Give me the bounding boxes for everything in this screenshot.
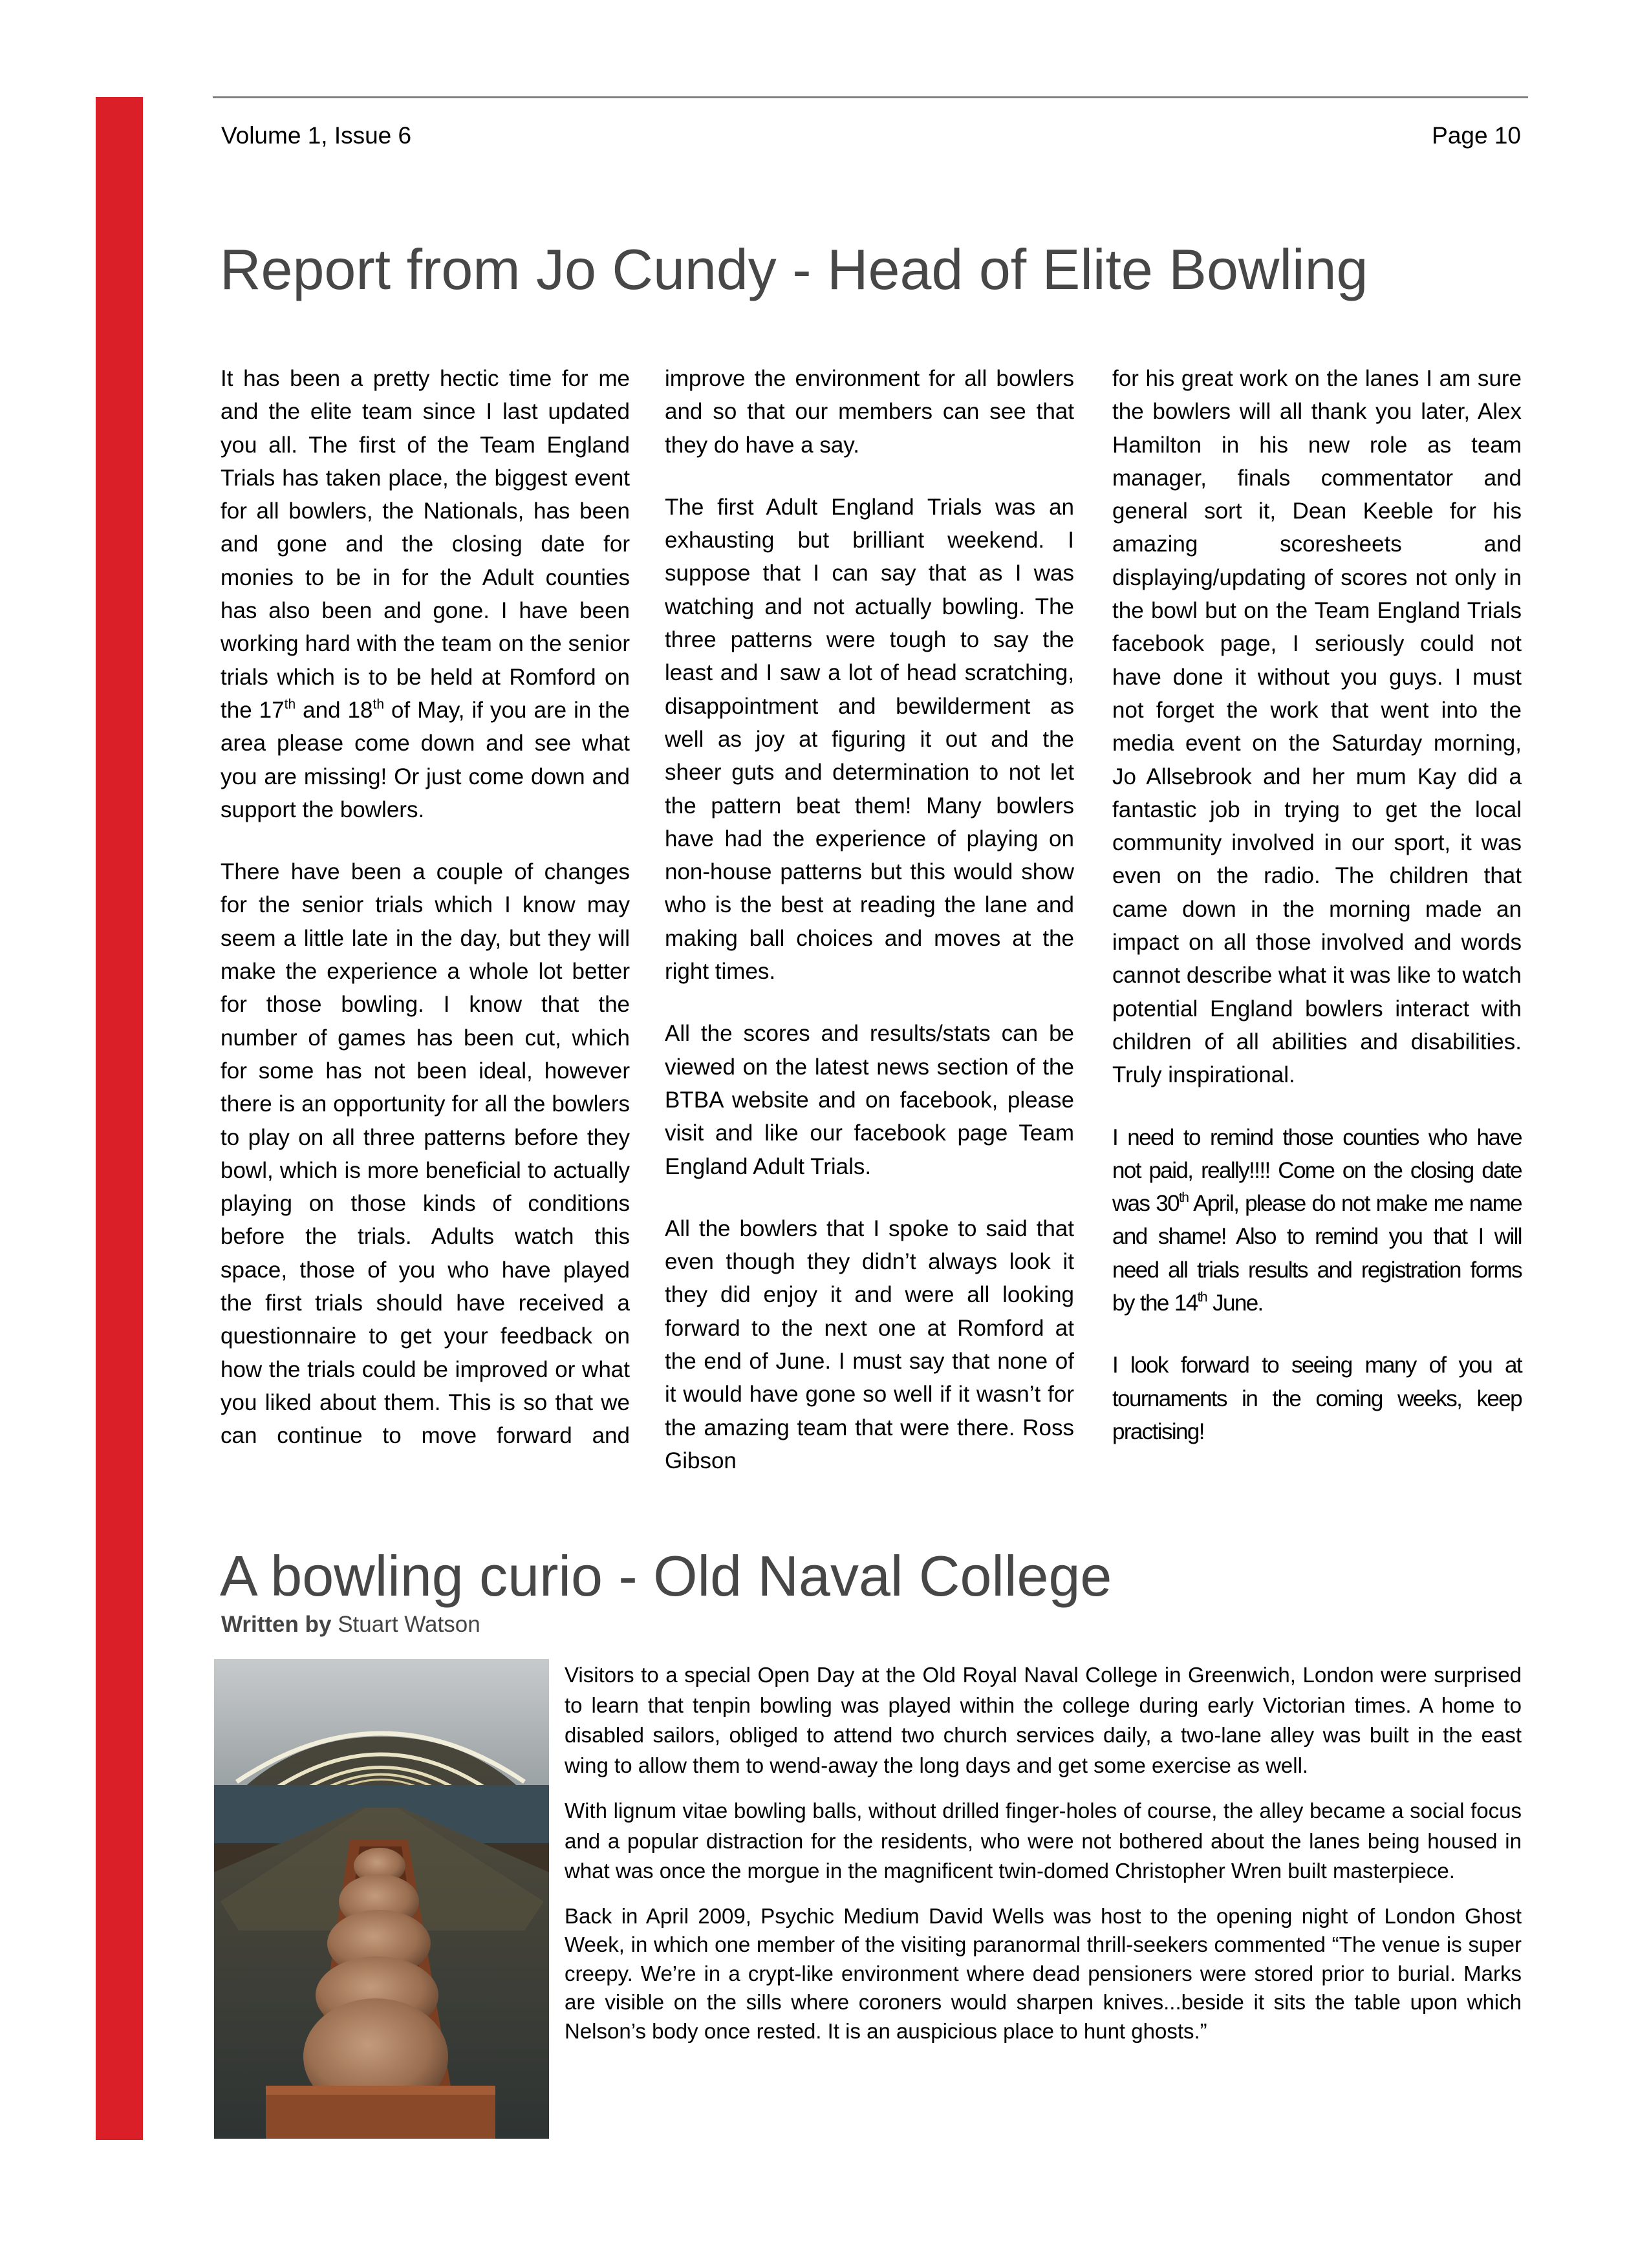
article-title: Report from Jo Cundy - Head of Elite Bowling [220, 237, 1368, 301]
paragraph: for his great work on the lanes I am sure the bowlers will all thank you later, Alex Hamilton in his new role as team manager, finals commentator and general sort it, Dean Keeble for his amazing scoresheets and displaying/updating of scores not only in the bowl but on the Team England Trials facebook page, I seriously could not have done it without you guys. I must not forget the work that went into the media event on the Saturday morning, Jo Allsebrook and her mum Kay did a fantastic job in trying to get the local community involved in our sport, it was even on the radio. The children that came down in the morning made an impact on all those involved and words cannot describe what it was like to watch potential England bowlers interact with children of all abilities and disabilities. Truly inspirational. [1112, 366, 1522, 1088]
paragraph: All the scores and results/stats can be viewed on the latest news section of the BTBA website and on facebook, please visit and like our facebook page Team England Adult Trials. [665, 1021, 1074, 1179]
photo-bowling-alley-icon [214, 1659, 549, 2139]
paragraph: Back in April 2009, Psychic Medium David Wells was host to the opening night of London Ghost Week, in which one member of the visiting paranormal thrill-seekers commented “The venue is super creepy. We’re in a crypt-like environment where dead pensioners were stored prior to burial. Marks are visible on the sills where coroners would sharpen knives...beside it sits the table upon which Nelson’s body once rested. It is an auspicious place to hunt ghosts.” [565, 1903, 1522, 2043]
text-run: April, please do not make me name and shame! Also to remind you that I will need all trials results and registration forms by the 14 [1112, 1191, 1522, 1316]
text-run: June. [1206, 1290, 1263, 1316]
text-run: It has been a pretty hectic time for me and the elite team since I last updated you all. The first of the Team England Trials has taken place, the biggest event for all bowlers, the Nationals, has been and gone and the closing date for monies to be in for the Adult counties has also been and gone. I have been working hard with the team on the senior trials which is to be held at Romford on the 17 [221, 366, 630, 723]
paragraph: Visitors to a special Open Day at the Old Royal Naval College in Greenwich, London were surprised to learn that tenpin bowling was played within the college during early Victorian times. A home to disabled sailors, obliged to attend two church services daily, a two-lane alley was built in the east wing to allow them to wend-away the long days and get some exercise as well. [565, 1663, 1522, 1777]
byline [221, 1611, 480, 1638]
paragraph: All the bowlers that I spoke to said that even though they didn’t always look it they did enjoy it and were all looking forward to the next one at Romford at the end of June. I must say that none of it would have gone so well if it wasn’t for the amazing team that were there. Ross Gibson [665, 1215, 1074, 1473]
text-run: I need to remind those counties who have not paid, really!!!! Come on the closing date was 30 [1112, 1124, 1522, 1217]
text-run: of May, if you are in the area please come down and see what you are missing! Or just come down and support the bowlers. [221, 697, 630, 822]
article-column-1 [221, 362, 630, 1453]
ordinal-suffix: th [372, 696, 385, 712]
paragraph [221, 362, 630, 826]
article-column-2 [665, 362, 1074, 1477]
article-column-3 [1112, 362, 1522, 1448]
article2-title: A bowling curio - Old Naval College [220, 1544, 1112, 1608]
ordinal-suffix: th [1178, 1190, 1189, 1206]
ordinal-suffix: th [1197, 1290, 1207, 1305]
ordinal-suffix: th [284, 696, 296, 712]
byline-label: Written by [221, 1612, 332, 1637]
byline-author: Stuart Watson [331, 1612, 480, 1637]
paragraph: The first Adult England Trials was an exhausting but brilliant weekend. I suppose that I can say that as I was watching and not actually bowling. The three patterns were tough to say the least and I saw a lot of head scratching, disappointment and bewilderment as well as joy at figuring it out and the sheer guts and determination to not let the pattern beat them! Many bowlers have had the experience of playing on non-house patterns but this would show who is the best at reading the lane and making ball choices and moves at the right times. [665, 494, 1074, 985]
volume-issue: Volume 1, Issue 6 [221, 122, 412, 149]
page-number: Page 10 [1432, 122, 1521, 149]
header-rule [213, 96, 1528, 98]
bowling-alley-photo [214, 1659, 549, 2139]
paragraph: improve the environment for all bowlers and so that our members can see that they do have a say. [665, 366, 1074, 458]
paragraph: With lignum vitae bowling balls, without drilled finger-holes of course, the alley became a social focus and a popular distraction for the residents, who were not bothered about the lanes being housed in what was once the morgue in the magnificent twin-domed Christopher Wren built masterpiece. [565, 1799, 1522, 1883]
red-accent-bar [96, 97, 143, 2140]
paragraph [1112, 1121, 1522, 1320]
paragraph: I look forward to seeing many of you at tournaments in the coming weeks, keep practising! [1112, 1353, 1522, 1444]
text-run: and 18 [296, 697, 373, 723]
paragraph: There have been a couple of changes for the senior trials which I know may seem a little late in the day, but they will make the experience a whole lot better for those bowling. I know that the number of games has been cut, which for some has not been ideal, however there is an opportunity for all the bowlers to play on all three patterns before they bowl, which is more beneficial to actually playing on those kinds of conditions before the trials. Adults watch this space, those of you who have played the first trials should have received a questionnaire to get your feedback on how the trials could be improved or what you liked about them. This is so that we can continue to move forward and [221, 859, 630, 1449]
article2-body [565, 1660, 1522, 2061]
